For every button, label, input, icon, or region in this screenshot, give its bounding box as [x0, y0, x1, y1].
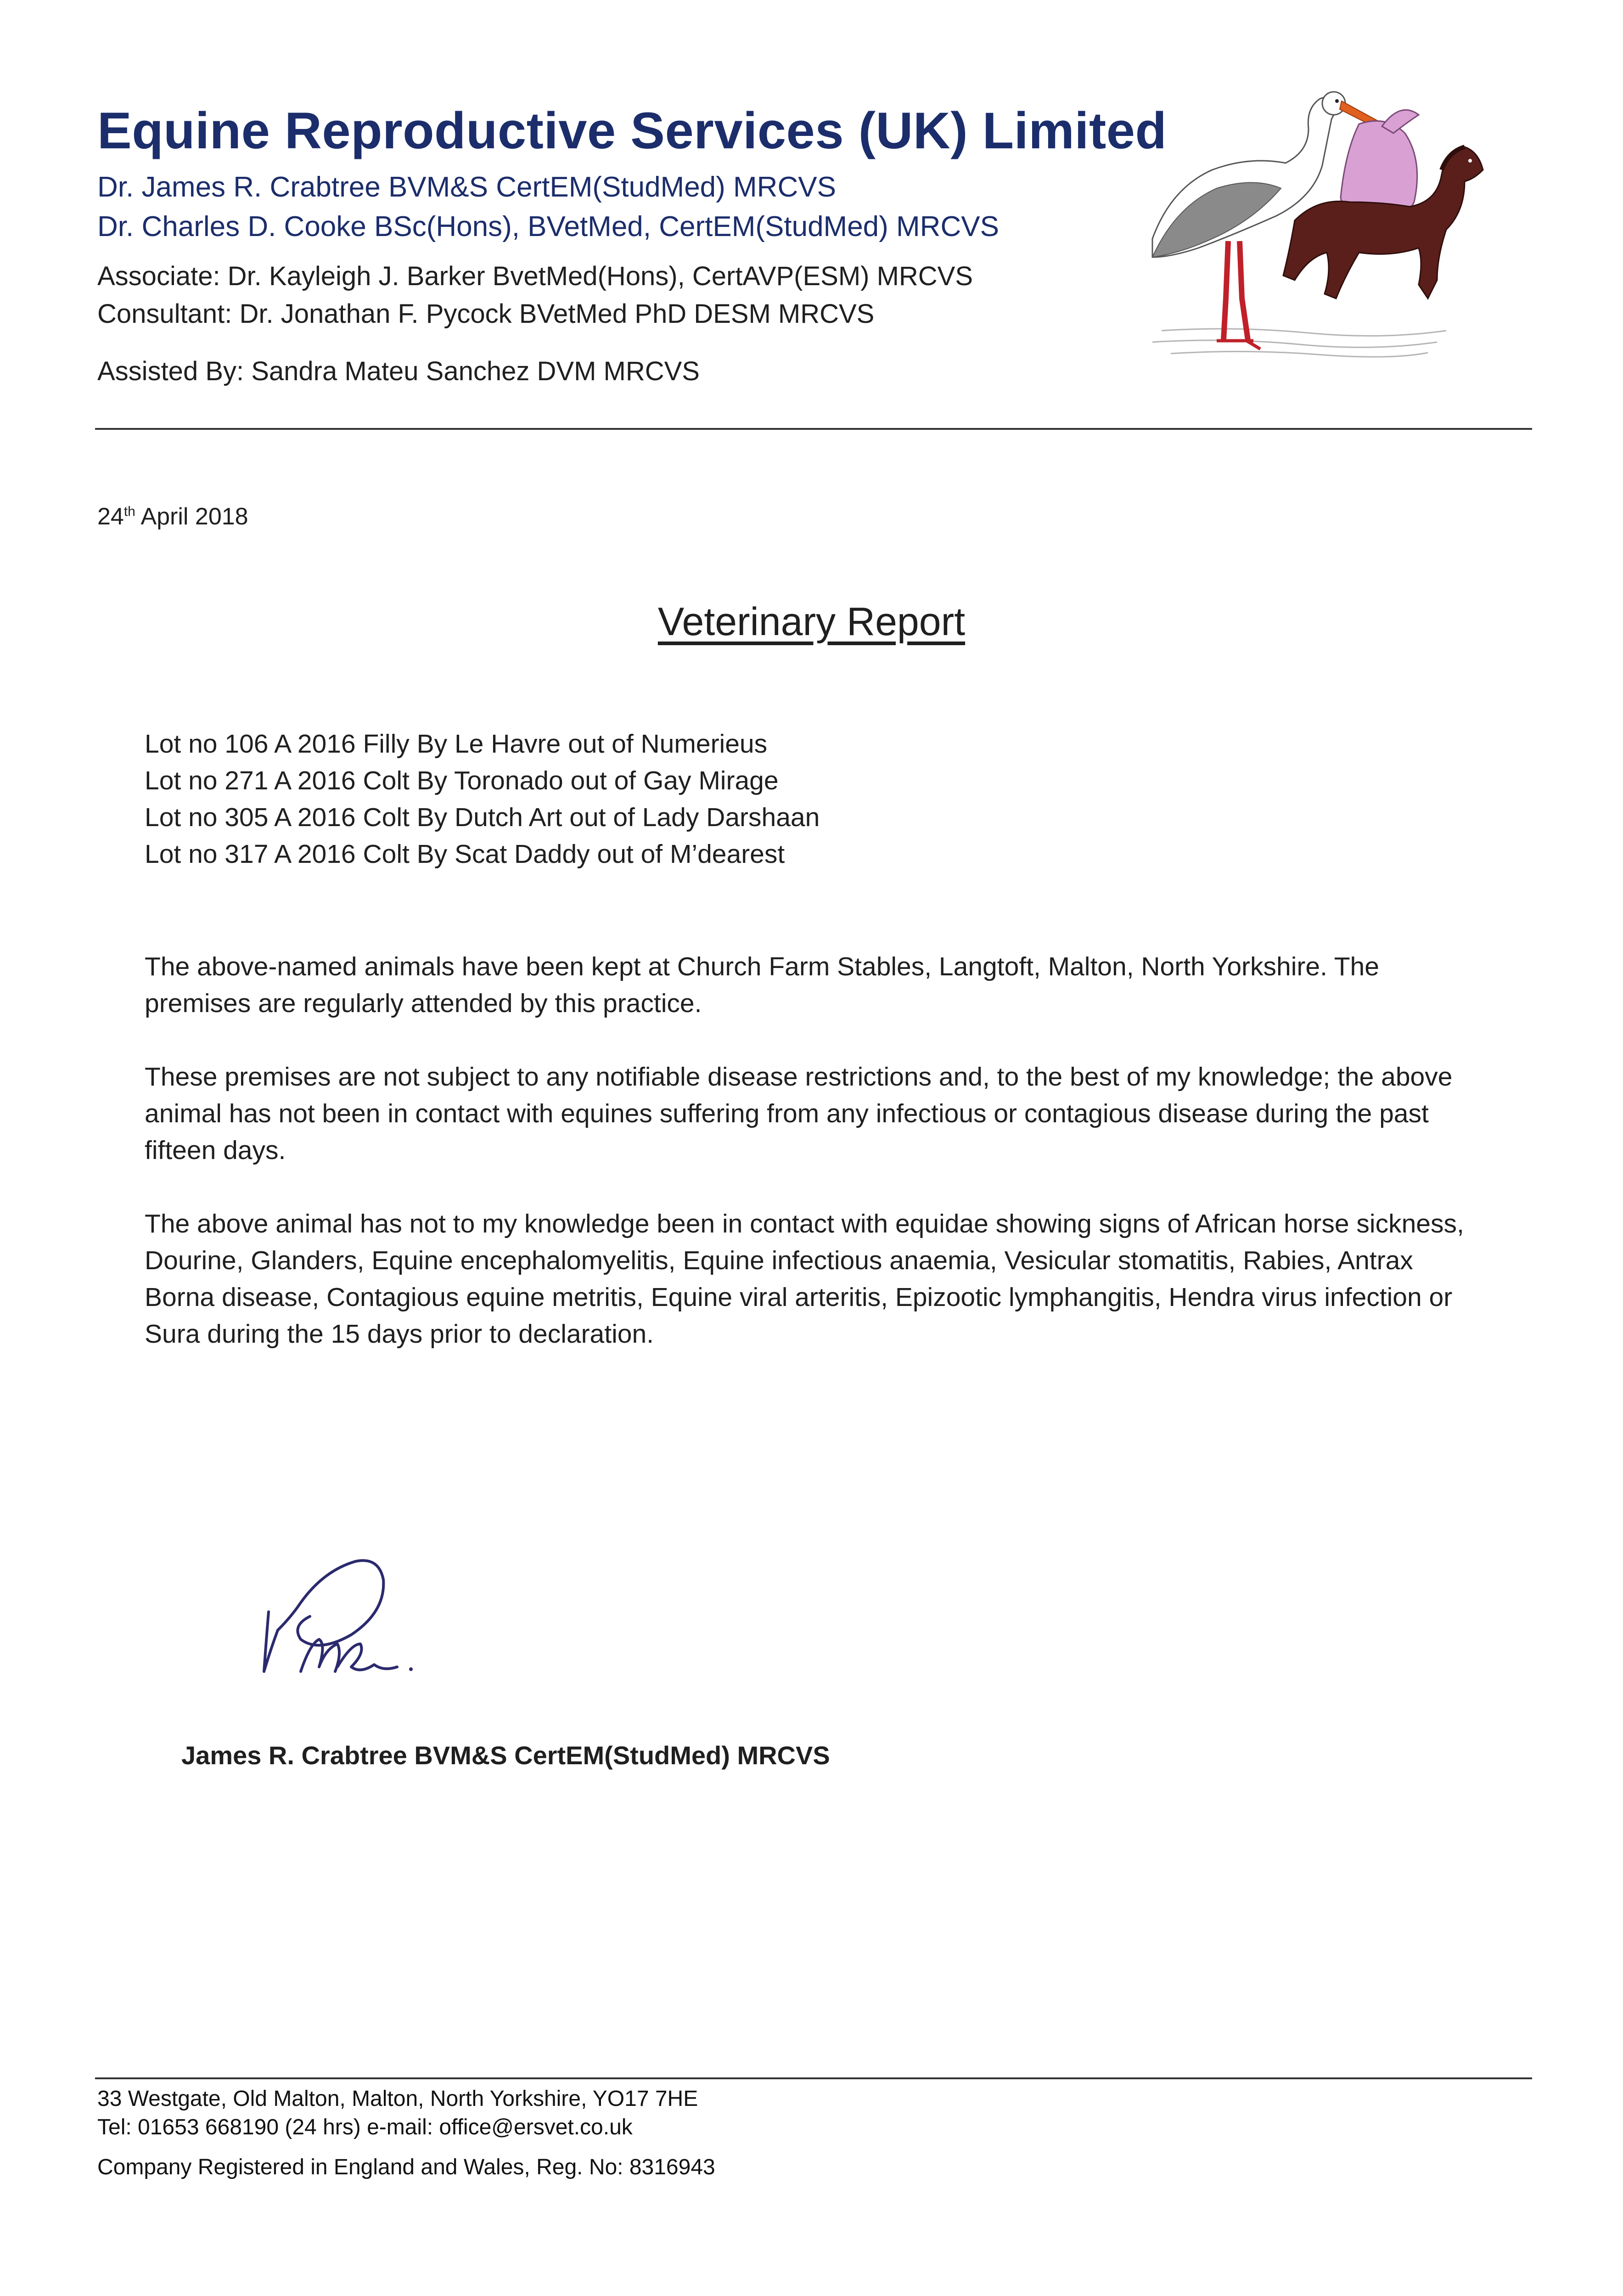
report-title: Veterinary Report — [657, 600, 966, 644]
company-name: Equine Reproductive Services (UK) Limited — [97, 102, 1167, 159]
assisted-by-line: Assisted By: Sandra Mateu Sanchez DVM MRCVS — [97, 356, 700, 386]
stork-carrying-foal-logo-icon — [1143, 83, 1492, 363]
footer-divider — [95, 2077, 1532, 2079]
partner-line-2: Dr. Charles D. Cooke BSc(Hons), BVetMed, CertEM(StudMed) MRCVS — [97, 211, 999, 242]
consultant-line: Consultant: Dr. Jonathan F. Pycock BVetMed PhD DESM MRCVS — [97, 299, 875, 329]
footer-address: 33 Westgate, Old Malton, Malton, North Yorkshire, YO17 7HE — [97, 2087, 698, 2111]
signatory-name: James R. Crabtree BVM&S CertEM(StudMed) MRCVS — [181, 1741, 830, 1770]
footer-registration: Company Registered in England and Wales, Reg. No: 8316943 — [97, 2155, 715, 2179]
body-paragraph-diseases: The above animal has not to my knowledge been in contact with equidae showing signs of African horse sickness, Dourine, Glanders, Equine encephalomyelitis, Equine infectious anaemia, Vesicular stomatitis, Rabies, Antrax Borna disease, Contagious equine metritis, Equine viral arteritis, Epizootic lymphangitis, Hendra virus infection or Sura during the 15 days prior to declaration. — [145, 1209, 1464, 1349]
partner-line-1: Dr. James R. Crabtree BVM&S CertEM(StudMed) MRCVS — [97, 171, 836, 203]
lot-list — [145, 726, 820, 872]
lot-item: Lot no 271 A 2016 Colt By Toronado out of Gay Mirage — [145, 766, 779, 795]
date-day: 24 — [97, 503, 124, 530]
footer-contact: Tel: 01653 668190 (24 hrs) e-mail: office@ersvet.co.uk — [97, 2115, 633, 2139]
lot-item: Lot no 305 A 2016 Colt By Dutch Art out of Lady Darshaan — [145, 803, 820, 832]
report-date — [97, 503, 248, 530]
lot-item: Lot no 106 A 2016 Filly By Le Havre out of Numerieus — [145, 729, 768, 759]
body-paragraph-restrictions: These premises are not subject to any notifiable disease restrictions and, to the best of my knowledge; the above animal has not been in contact with equines suffering from any infectious or contagious disease during the past fifteen days. — [145, 1062, 1453, 1165]
lot-item: Lot no 317 A 2016 Colt By Scat Daddy out of M’dearest — [145, 839, 785, 869]
body-paragraph-premises: The above-named animals have been kept at Church Farm Stables, Langtoft, Malton, North Yorkshire. The premises are regularly attended by this practice. — [145, 952, 1379, 1018]
header-divider — [95, 428, 1532, 430]
date-suffix: th — [124, 504, 135, 519]
handwritten-signature-icon — [250, 1534, 443, 1685]
date-rest: April 2018 — [135, 503, 248, 530]
associate-line: Associate: Dr. Kayleigh J. Barker BvetMed(Hons), CertAVP(ESM) MRCVS — [97, 261, 973, 291]
